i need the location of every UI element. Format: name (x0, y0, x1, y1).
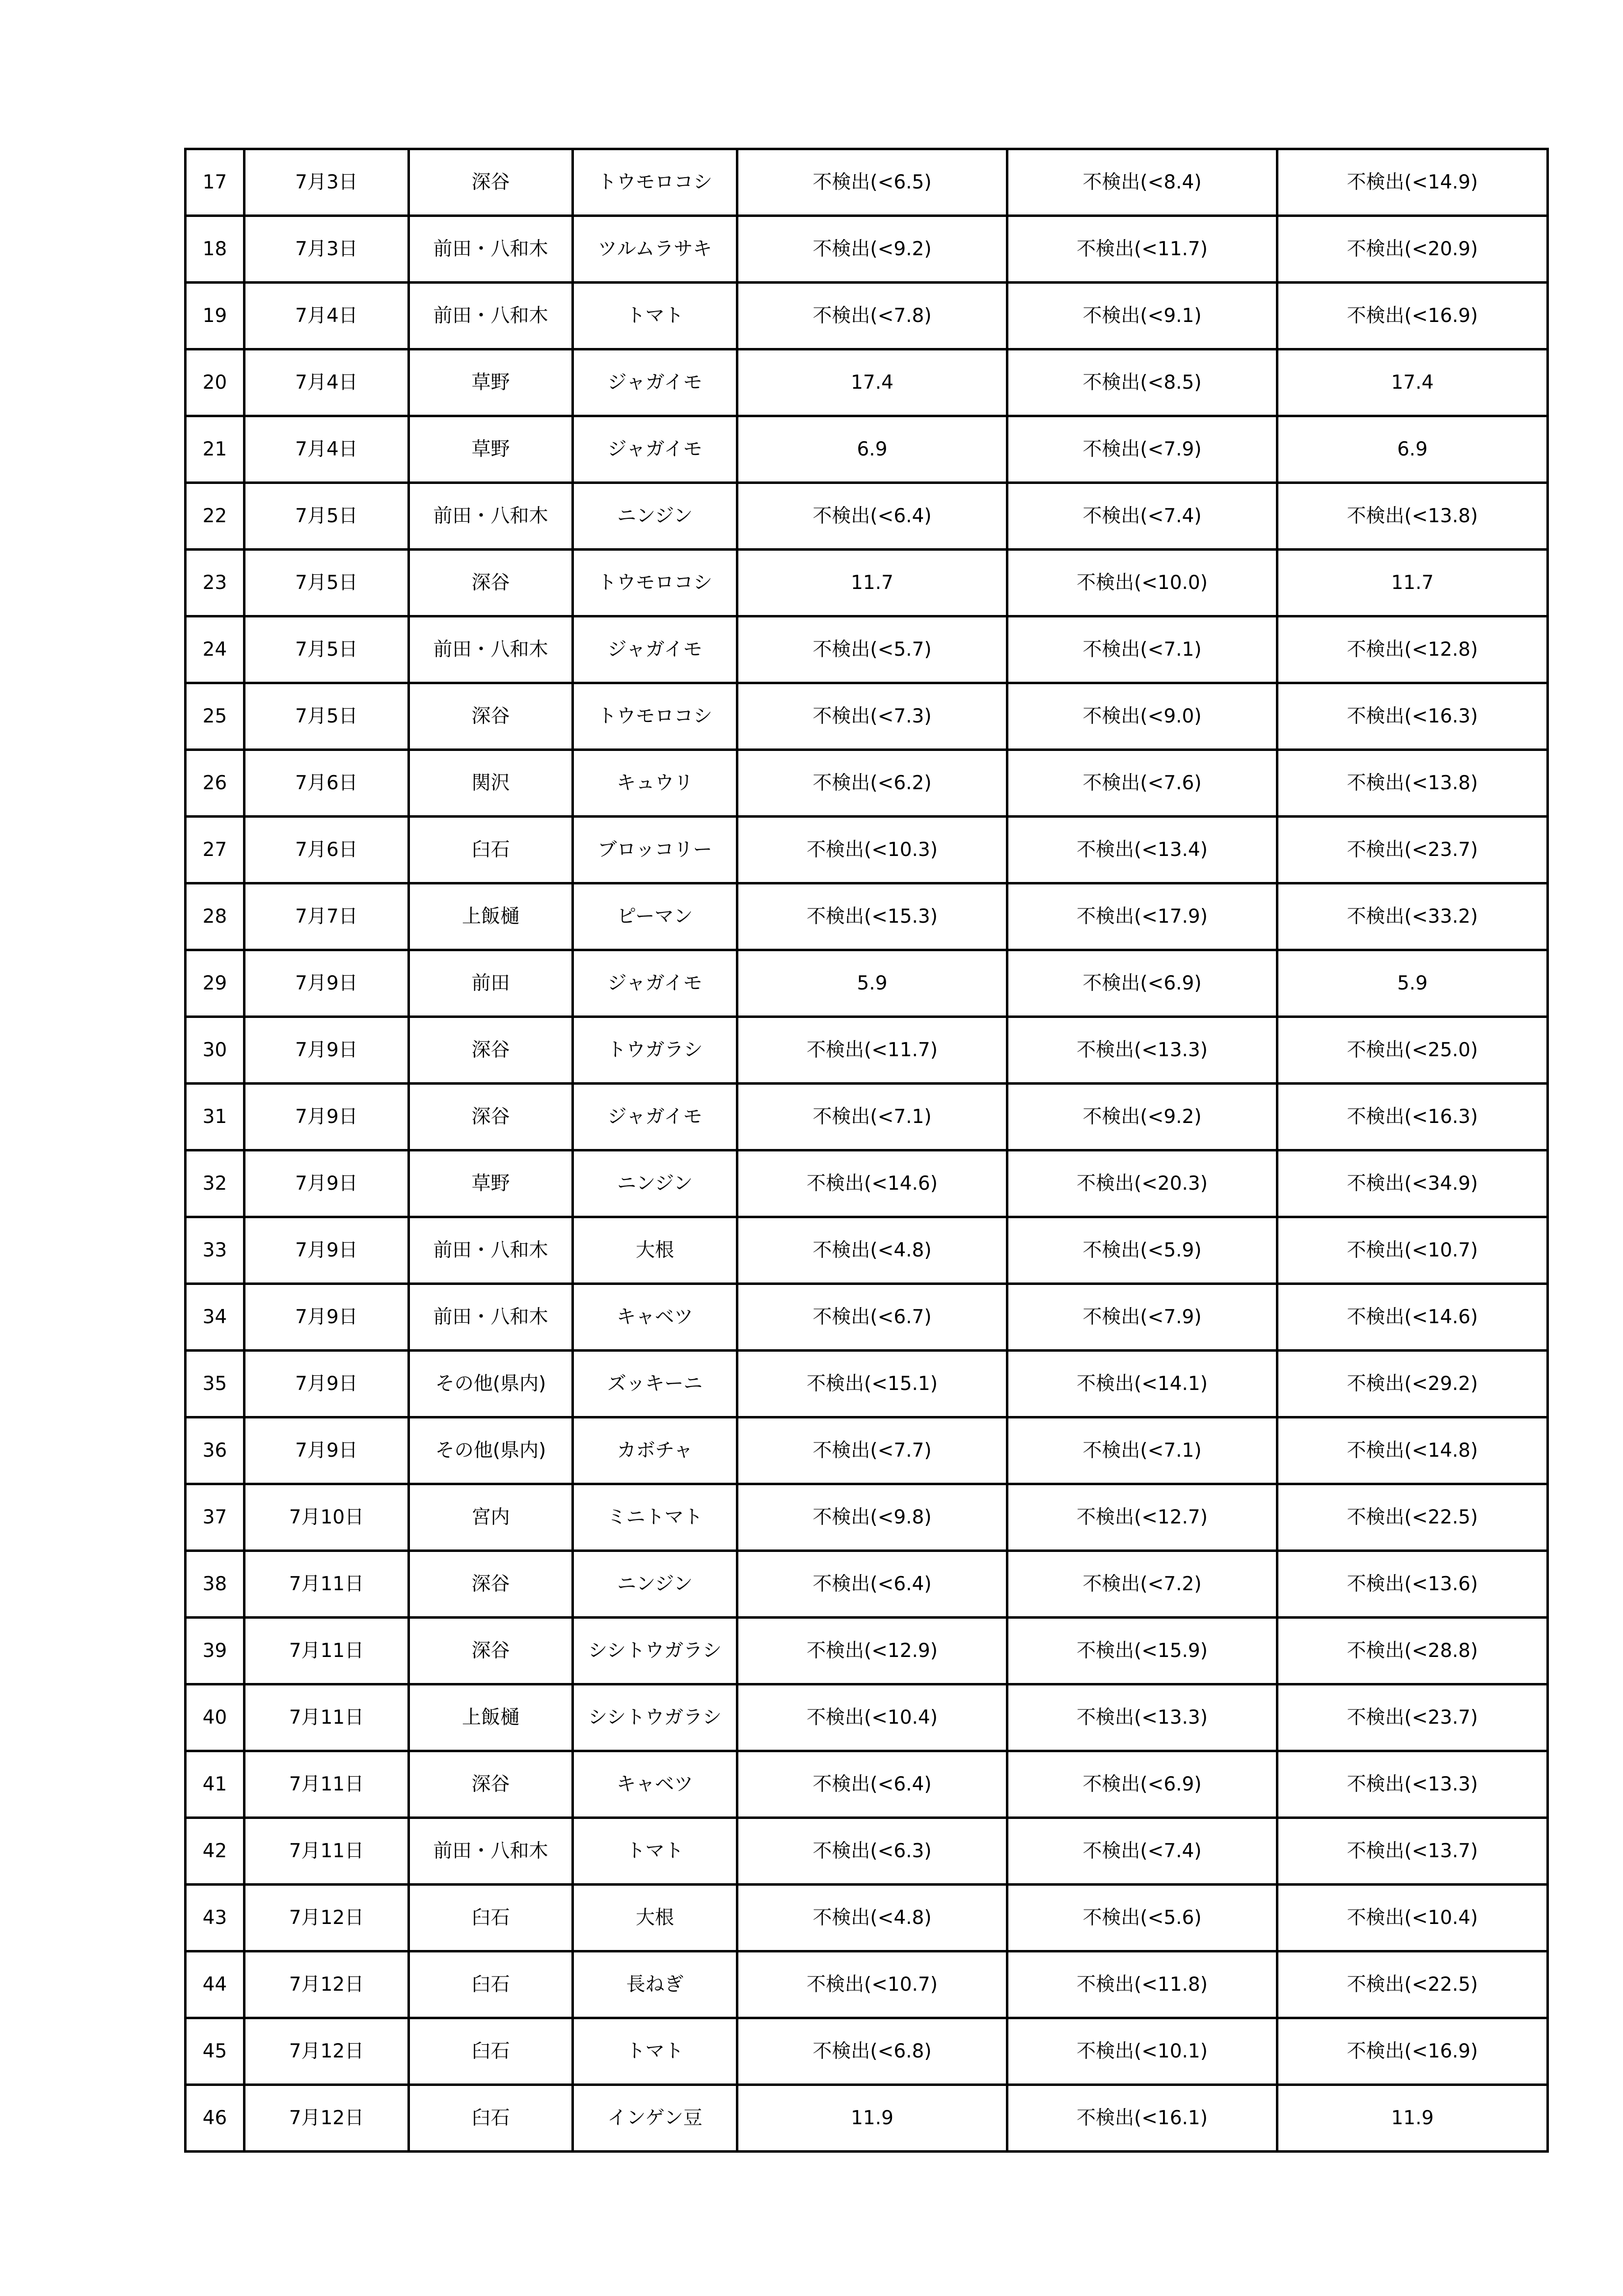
cesium-134-cell: 不検出(<10.3) (737, 817, 1007, 883)
row-number-cell: 42 (186, 1818, 244, 1885)
area-cell: 深谷 (409, 1551, 573, 1618)
cesium-total-cell: 不検出(<10.7) (1277, 1217, 1548, 1284)
cesium-total-cell: 6.9 (1277, 416, 1548, 483)
table-row (186, 683, 1548, 750)
product-cell: キャベツ (573, 1751, 737, 1818)
sampling-date-cell: 7月12日 (244, 2085, 409, 2152)
cesium-137-cell: 不検出(<9.2) (1007, 1084, 1277, 1150)
cesium-134-cell: 不検出(<11.7) (737, 1017, 1007, 1084)
table-row (186, 1684, 1548, 1751)
table-row (186, 1885, 1548, 1951)
cesium-134-cell: 不検出(<7.8) (737, 283, 1007, 349)
cesium-134-cell: 11.7 (737, 550, 1007, 616)
product-cell: キュウリ (573, 750, 737, 817)
table-row (186, 1017, 1548, 1084)
table-row (186, 416, 1548, 483)
product-cell: シシトウガラシ (573, 1618, 737, 1684)
product-cell: ニンジン (573, 1551, 737, 1618)
sampling-date-cell: 7月10日 (244, 1484, 409, 1551)
area-cell: 臼石 (409, 2085, 573, 2152)
product-cell: トウモロコシ (573, 149, 737, 216)
cesium-137-cell: 不検出(<10.0) (1007, 550, 1277, 616)
cesium-total-cell: 不検出(<22.5) (1277, 1484, 1548, 1551)
cesium-137-cell: 不検出(<13.3) (1007, 1684, 1277, 1751)
row-number-cell: 31 (186, 1084, 244, 1150)
cesium-134-cell: 不検出(<7.7) (737, 1417, 1007, 1484)
area-cell: その他(県内) (409, 1351, 573, 1417)
cesium-137-cell: 不検出(<10.1) (1007, 2018, 1277, 2085)
cesium-total-cell: 不検出(<14.8) (1277, 1417, 1548, 1484)
row-number-cell: 32 (186, 1150, 244, 1217)
cesium-137-cell: 不検出(<11.7) (1007, 216, 1277, 283)
cesium-total-cell: 不検出(<29.2) (1277, 1351, 1548, 1417)
table-row (186, 817, 1548, 883)
product-cell: トマト (573, 283, 737, 349)
row-number-cell: 37 (186, 1484, 244, 1551)
cesium-total-cell: 5.9 (1277, 950, 1548, 1017)
area-cell: 上飯樋 (409, 1684, 573, 1751)
row-number-cell: 34 (186, 1284, 244, 1351)
cesium-137-cell: 不検出(<15.9) (1007, 1618, 1277, 1684)
cesium-134-cell: 5.9 (737, 950, 1007, 1017)
product-cell: ジャガイモ (573, 950, 737, 1017)
area-cell: 深谷 (409, 683, 573, 750)
sampling-date-cell: 7月11日 (244, 1551, 409, 1618)
area-cell: 深谷 (409, 149, 573, 216)
row-number-cell: 22 (186, 483, 244, 550)
area-cell: 臼石 (409, 1951, 573, 2018)
table-row (186, 349, 1548, 416)
table-row (186, 1351, 1548, 1417)
cesium-137-cell: 不検出(<5.6) (1007, 1885, 1277, 1951)
product-cell: キャベツ (573, 1284, 737, 1351)
cesium-total-cell: 不検出(<13.8) (1277, 750, 1548, 817)
cesium-134-cell: 不検出(<4.8) (737, 1217, 1007, 1284)
table-row (186, 1284, 1548, 1351)
product-cell: トマト (573, 2018, 737, 2085)
product-cell: インゲン豆 (573, 2085, 737, 2152)
row-number-cell: 28 (186, 883, 244, 950)
area-cell: 前田・八和木 (409, 616, 573, 683)
cesium-137-cell: 不検出(<20.3) (1007, 1150, 1277, 1217)
cesium-134-cell: 6.9 (737, 416, 1007, 483)
table-row (186, 283, 1548, 349)
sampling-date-cell: 7月7日 (244, 883, 409, 950)
area-cell: その他(県内) (409, 1417, 573, 1484)
area-cell: 草野 (409, 416, 573, 483)
row-number-cell: 40 (186, 1684, 244, 1751)
area-cell: 深谷 (409, 1017, 573, 1084)
area-cell: 深谷 (409, 1084, 573, 1150)
sampling-date-cell: 7月4日 (244, 416, 409, 483)
cesium-total-cell: 11.9 (1277, 2085, 1548, 2152)
cesium-total-cell: 不検出(<23.7) (1277, 817, 1548, 883)
sampling-date-cell: 7月11日 (244, 1818, 409, 1885)
cesium-total-cell: 不検出(<13.8) (1277, 483, 1548, 550)
cesium-134-cell: 不検出(<6.4) (737, 1751, 1007, 1818)
cesium-total-cell: 不検出(<14.9) (1277, 149, 1548, 216)
table-row (186, 1084, 1548, 1150)
cesium-total-cell: 不検出(<14.6) (1277, 1284, 1548, 1351)
cesium-134-cell: 不検出(<4.8) (737, 1885, 1007, 1951)
sampling-date-cell: 7月3日 (244, 216, 409, 283)
row-number-cell: 23 (186, 550, 244, 616)
sampling-date-cell: 7月5日 (244, 616, 409, 683)
cesium-total-cell: 不検出(<16.9) (1277, 283, 1548, 349)
table-row (186, 149, 1548, 216)
product-cell: トウガラシ (573, 1017, 737, 1084)
product-cell: シシトウガラシ (573, 1684, 737, 1751)
area-cell: 前田 (409, 950, 573, 1017)
cesium-137-cell: 不検出(<7.2) (1007, 1551, 1277, 1618)
cesium-134-cell: 不検出(<9.8) (737, 1484, 1007, 1551)
product-cell: ニンジン (573, 483, 737, 550)
product-cell: ニンジン (573, 1150, 737, 1217)
cesium-134-cell: 不検出(<10.7) (737, 1951, 1007, 2018)
product-cell: トウモロコシ (573, 683, 737, 750)
cesium-134-cell: 不検出(<10.4) (737, 1684, 1007, 1751)
cesium-total-cell: 不検出(<20.9) (1277, 216, 1548, 283)
cesium-134-cell: 不検出(<6.3) (737, 1818, 1007, 1885)
cesium-137-cell: 不検出(<11.8) (1007, 1951, 1277, 2018)
table-row (186, 1217, 1548, 1284)
results-table-body (186, 149, 1548, 2152)
cesium-total-cell: 11.7 (1277, 550, 1548, 616)
area-cell: 前田・八和木 (409, 1217, 573, 1284)
product-cell: 長ねぎ (573, 1951, 737, 2018)
cesium-137-cell: 不検出(<5.9) (1007, 1217, 1277, 1284)
product-cell: 大根 (573, 1885, 737, 1951)
area-cell: 草野 (409, 349, 573, 416)
product-cell: ブロッコリー (573, 817, 737, 883)
cesium-137-cell: 不検出(<16.1) (1007, 2085, 1277, 2152)
cesium-137-cell: 不検出(<8.5) (1007, 349, 1277, 416)
row-number-cell: 33 (186, 1217, 244, 1284)
cesium-134-cell: 不検出(<6.8) (737, 2018, 1007, 2085)
sampling-date-cell: 7月5日 (244, 550, 409, 616)
area-cell: 臼石 (409, 2018, 573, 2085)
table-row (186, 1417, 1548, 1484)
sampling-date-cell: 7月12日 (244, 1885, 409, 1951)
product-cell: ジャガイモ (573, 416, 737, 483)
cesium-total-cell: 不検出(<28.8) (1277, 1618, 1548, 1684)
table-row (186, 1484, 1548, 1551)
row-number-cell: 35 (186, 1351, 244, 1417)
cesium-total-cell: 不検出(<34.9) (1277, 1150, 1548, 1217)
table-row (186, 616, 1548, 683)
sampling-date-cell: 7月5日 (244, 683, 409, 750)
results-table (184, 148, 1549, 2153)
cesium-137-cell: 不検出(<7.9) (1007, 1284, 1277, 1351)
area-cell: 前田・八和木 (409, 483, 573, 550)
cesium-134-cell: 不検出(<15.1) (737, 1351, 1007, 1417)
area-cell: 前田・八和木 (409, 1284, 573, 1351)
area-cell: 臼石 (409, 1885, 573, 1951)
cesium-137-cell: 不検出(<6.9) (1007, 1751, 1277, 1818)
table-row (186, 1551, 1548, 1618)
cesium-137-cell: 不検出(<13.3) (1007, 1017, 1277, 1084)
cesium-total-cell: 不検出(<33.2) (1277, 883, 1548, 950)
table-row (186, 1618, 1548, 1684)
sampling-date-cell: 7月9日 (244, 1351, 409, 1417)
table-row (186, 883, 1548, 950)
cesium-137-cell: 不検出(<8.4) (1007, 149, 1277, 216)
cesium-134-cell: 不検出(<9.2) (737, 216, 1007, 283)
cesium-137-cell: 不検出(<7.1) (1007, 1417, 1277, 1484)
table-row (186, 750, 1548, 817)
cesium-total-cell: 不検出(<13.3) (1277, 1751, 1548, 1818)
product-cell: 大根 (573, 1217, 737, 1284)
cesium-137-cell: 不検出(<12.7) (1007, 1484, 1277, 1551)
area-cell: 臼石 (409, 817, 573, 883)
cesium-134-cell: 不検出(<6.5) (737, 149, 1007, 216)
row-number-cell: 29 (186, 950, 244, 1017)
cesium-134-cell: 不検出(<6.7) (737, 1284, 1007, 1351)
product-cell: トウモロコシ (573, 550, 737, 616)
cesium-137-cell: 不検出(<7.4) (1007, 483, 1277, 550)
sampling-date-cell: 7月9日 (244, 950, 409, 1017)
area-cell: 前田・八和木 (409, 283, 573, 349)
row-number-cell: 30 (186, 1017, 244, 1084)
cesium-total-cell: 不検出(<16.3) (1277, 683, 1548, 750)
sampling-date-cell: 7月4日 (244, 283, 409, 349)
cesium-total-cell: 不検出(<12.8) (1277, 616, 1548, 683)
cesium-total-cell: 不検出(<22.5) (1277, 1951, 1548, 2018)
area-cell: 関沢 (409, 750, 573, 817)
product-cell: カボチャ (573, 1417, 737, 1484)
table-row (186, 1818, 1548, 1885)
cesium-total-cell: 不検出(<13.6) (1277, 1551, 1548, 1618)
sampling-date-cell: 7月6日 (244, 817, 409, 883)
cesium-137-cell: 不検出(<6.9) (1007, 950, 1277, 1017)
area-cell: 深谷 (409, 1618, 573, 1684)
table-row (186, 1751, 1548, 1818)
sampling-date-cell: 7月4日 (244, 349, 409, 416)
cesium-134-cell: 17.4 (737, 349, 1007, 416)
product-cell: ツルムラサキ (573, 216, 737, 283)
row-number-cell: 36 (186, 1417, 244, 1484)
sampling-date-cell: 7月9日 (244, 1150, 409, 1217)
row-number-cell: 43 (186, 1885, 244, 1951)
table-row (186, 1951, 1548, 2018)
row-number-cell: 39 (186, 1618, 244, 1684)
cesium-134-cell: 不検出(<6.4) (737, 483, 1007, 550)
cesium-total-cell: 不検出(<25.0) (1277, 1017, 1548, 1084)
cesium-134-cell: 不検出(<14.6) (737, 1150, 1007, 1217)
row-number-cell: 20 (186, 349, 244, 416)
sampling-date-cell: 7月9日 (244, 1284, 409, 1351)
cesium-137-cell: 不検出(<7.4) (1007, 1818, 1277, 1885)
cesium-137-cell: 不検出(<17.9) (1007, 883, 1277, 950)
sampling-date-cell: 7月3日 (244, 149, 409, 216)
cesium-137-cell: 不検出(<7.9) (1007, 416, 1277, 483)
cesium-total-cell: 不検出(<23.7) (1277, 1684, 1548, 1751)
cesium-137-cell: 不検出(<9.1) (1007, 283, 1277, 349)
cesium-134-cell: 不検出(<7.3) (737, 683, 1007, 750)
cesium-137-cell: 不検出(<7.6) (1007, 750, 1277, 817)
cesium-total-cell: 不検出(<16.9) (1277, 2018, 1548, 2085)
row-number-cell: 19 (186, 283, 244, 349)
sampling-date-cell: 7月9日 (244, 1017, 409, 1084)
table-row (186, 950, 1548, 1017)
product-cell: ピーマン (573, 883, 737, 950)
area-cell: 前田・八和木 (409, 1818, 573, 1885)
area-cell: 深谷 (409, 1751, 573, 1818)
cesium-137-cell: 不検出(<14.1) (1007, 1351, 1277, 1417)
row-number-cell: 45 (186, 2018, 244, 2085)
product-cell: トマト (573, 1818, 737, 1885)
table-row (186, 483, 1548, 550)
area-cell: 前田・八和木 (409, 216, 573, 283)
cesium-total-cell: 不検出(<16.3) (1277, 1084, 1548, 1150)
sampling-date-cell: 7月5日 (244, 483, 409, 550)
row-number-cell: 25 (186, 683, 244, 750)
cesium-134-cell: 11.9 (737, 2085, 1007, 2152)
table-row (186, 216, 1548, 283)
product-cell: ジャガイモ (573, 349, 737, 416)
sampling-date-cell: 7月9日 (244, 1084, 409, 1150)
row-number-cell: 18 (186, 216, 244, 283)
sampling-date-cell: 7月12日 (244, 2018, 409, 2085)
row-number-cell: 27 (186, 817, 244, 883)
row-number-cell: 24 (186, 616, 244, 683)
cesium-134-cell: 不検出(<6.2) (737, 750, 1007, 817)
row-number-cell: 44 (186, 1951, 244, 2018)
area-cell: 宮内 (409, 1484, 573, 1551)
row-number-cell: 38 (186, 1551, 244, 1618)
product-cell: ジャガイモ (573, 616, 737, 683)
sampling-date-cell: 7月9日 (244, 1217, 409, 1284)
product-cell: ミニトマト (573, 1484, 737, 1551)
cesium-137-cell: 不検出(<9.0) (1007, 683, 1277, 750)
cesium-137-cell: 不検出(<13.4) (1007, 817, 1277, 883)
table-row (186, 1150, 1548, 1217)
sampling-date-cell: 7月12日 (244, 1951, 409, 2018)
area-cell: 上飯樋 (409, 883, 573, 950)
sampling-date-cell: 7月11日 (244, 1618, 409, 1684)
sampling-date-cell: 7月11日 (244, 1684, 409, 1751)
row-number-cell: 21 (186, 416, 244, 483)
cesium-134-cell: 不検出(<6.4) (737, 1551, 1007, 1618)
table-row (186, 2018, 1548, 2085)
cesium-total-cell: 不検出(<10.4) (1277, 1885, 1548, 1951)
area-cell: 草野 (409, 1150, 573, 1217)
row-number-cell: 26 (186, 750, 244, 817)
cesium-134-cell: 不検出(<5.7) (737, 616, 1007, 683)
cesium-total-cell: 不検出(<13.7) (1277, 1818, 1548, 1885)
row-number-cell: 17 (186, 149, 244, 216)
area-cell: 深谷 (409, 550, 573, 616)
table-row (186, 2085, 1548, 2152)
product-cell: ズッキーニ (573, 1351, 737, 1417)
product-cell: ジャガイモ (573, 1084, 737, 1150)
row-number-cell: 41 (186, 1751, 244, 1818)
cesium-134-cell: 不検出(<15.3) (737, 883, 1007, 950)
cesium-134-cell: 不検出(<12.9) (737, 1618, 1007, 1684)
sampling-date-cell: 7月11日 (244, 1751, 409, 1818)
sampling-date-cell: 7月9日 (244, 1417, 409, 1484)
row-number-cell: 46 (186, 2085, 244, 2152)
sampling-date-cell: 7月6日 (244, 750, 409, 817)
cesium-total-cell: 17.4 (1277, 349, 1548, 416)
table-row (186, 550, 1548, 616)
cesium-134-cell: 不検出(<7.1) (737, 1084, 1007, 1150)
cesium-137-cell: 不検出(<7.1) (1007, 616, 1277, 683)
